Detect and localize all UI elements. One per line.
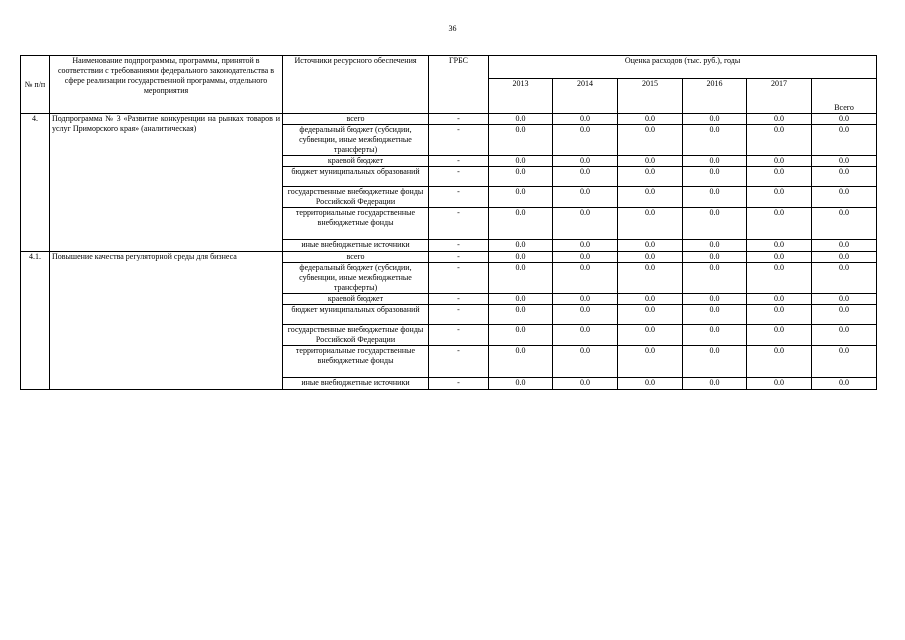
grbs-value: -: [429, 167, 489, 187]
grbs-value: -: [429, 114, 489, 125]
year-value: 0.0: [683, 263, 747, 294]
header-year: 2016: [683, 79, 747, 114]
year-value: 0.0: [553, 263, 618, 294]
year-value: 0.0: [489, 167, 553, 187]
year-value: 0.0: [683, 125, 747, 156]
total-value: 0.0: [812, 125, 877, 156]
grbs-value: -: [429, 378, 489, 390]
table-row: [21, 252, 877, 263]
funding-source: всего: [283, 252, 429, 263]
year-value: 0.0: [618, 125, 683, 156]
grbs-value: -: [429, 187, 489, 208]
year-value: 0.0: [683, 240, 747, 252]
year-value: 0.0: [683, 156, 747, 167]
year-value: 0.0: [747, 252, 812, 263]
year-value: 0.0: [683, 252, 747, 263]
year-value: 0.0: [618, 325, 683, 346]
year-value: 0.0: [683, 346, 747, 378]
header-source: Источники ресурсного обеспечения: [283, 56, 429, 114]
funding-source: федеральный бюджет (субсидии, субвенции, иные межбюджетные трансферты): [283, 125, 429, 156]
year-value: 0.0: [553, 167, 618, 187]
table-body: [21, 114, 877, 390]
year-value: 0.0: [618, 240, 683, 252]
program-name: Повышение качества регуляторной среды для бизнеса: [50, 252, 283, 390]
budget-table: [20, 55, 877, 390]
grbs-value: -: [429, 125, 489, 156]
year-value: 0.0: [553, 114, 618, 125]
total-value: 0.0: [812, 187, 877, 208]
header-year: 2015: [618, 79, 683, 114]
funding-source: государственные внебюджетные фонды Российской Федерации: [283, 187, 429, 208]
header-estimate: Оценка расходов (тыс. руб.), годы: [489, 56, 877, 79]
year-value: 0.0: [489, 114, 553, 125]
year-value: 0.0: [618, 167, 683, 187]
year-value: 0.0: [553, 294, 618, 305]
total-value: 0.0: [812, 378, 877, 390]
grbs-value: -: [429, 156, 489, 167]
year-value: 0.0: [489, 240, 553, 252]
grbs-value: -: [429, 294, 489, 305]
year-value: 0.0: [489, 187, 553, 208]
header-year: 2017: [747, 79, 812, 114]
year-value: 0.0: [747, 325, 812, 346]
year-value: 0.0: [553, 187, 618, 208]
funding-source: государственные внебюджетные фонды Российской Федерации: [283, 325, 429, 346]
funding-source: иные внебюджетные источники: [283, 240, 429, 252]
header-name: Наименование подпрограммы, программы, принятой в соответствии с требованиями федерального законодательства в сфере реализации государственной программы, отдельного мероприятия: [50, 56, 283, 114]
year-value: 0.0: [747, 208, 812, 240]
year-value: 0.0: [489, 305, 553, 325]
total-value: 0.0: [812, 325, 877, 346]
total-value: 0.0: [812, 167, 877, 187]
grbs-value: -: [429, 305, 489, 325]
year-value: 0.0: [683, 114, 747, 125]
year-value: 0.0: [489, 263, 553, 294]
grbs-value: -: [429, 208, 489, 240]
year-value: 0.0: [553, 156, 618, 167]
year-value: 0.0: [618, 114, 683, 125]
grbs-value: -: [429, 240, 489, 252]
year-value: 0.0: [683, 167, 747, 187]
grbs-value: -: [429, 252, 489, 263]
total-value: 0.0: [812, 294, 877, 305]
year-value: 0.0: [553, 305, 618, 325]
total-value: 0.0: [812, 240, 877, 252]
header-grbs: ГРБС: [429, 56, 489, 114]
year-value: 0.0: [747, 305, 812, 325]
year-value: 0.0: [489, 378, 553, 390]
year-value: 0.0: [747, 263, 812, 294]
year-value: 0.0: [553, 325, 618, 346]
header-year: 2013: [489, 79, 553, 114]
total-value: 0.0: [812, 346, 877, 378]
row-number: 4.1.: [21, 252, 50, 390]
year-value: 0.0: [683, 294, 747, 305]
year-value: 0.0: [489, 346, 553, 378]
year-value: 0.0: [489, 156, 553, 167]
year-value: 0.0: [747, 187, 812, 208]
program-name: Подпрограмма № 3 «Развитие конкуренции на рынках товаров и услуг Приморского края» (аналитическая): [50, 114, 283, 252]
year-value: 0.0: [747, 114, 812, 125]
funding-source: краевой бюджет: [283, 294, 429, 305]
total-value: 0.0: [812, 208, 877, 240]
header-num: № п/п: [21, 56, 50, 114]
total-value: 0.0: [812, 305, 877, 325]
header-row-1: [21, 56, 877, 79]
year-value: 0.0: [553, 346, 618, 378]
year-value: 0.0: [618, 156, 683, 167]
year-value: 0.0: [489, 252, 553, 263]
total-value: 0.0: [812, 252, 877, 263]
year-value: 0.0: [618, 294, 683, 305]
year-value: 0.0: [747, 167, 812, 187]
year-value: 0.0: [747, 378, 812, 390]
funding-source: краевой бюджет: [283, 156, 429, 167]
year-value: 0.0: [683, 208, 747, 240]
year-value: 0.0: [683, 305, 747, 325]
year-value: 0.0: [553, 252, 618, 263]
table-row: [21, 114, 877, 125]
funding-source: всего: [283, 114, 429, 125]
funding-source: территориальные государственные внебюджетные фонды: [283, 208, 429, 240]
page-number: 36: [448, 24, 457, 33]
year-value: 0.0: [683, 378, 747, 390]
year-value: 0.0: [747, 240, 812, 252]
funding-source: территориальные государственные внебюджетные фонды: [283, 346, 429, 378]
year-value: 0.0: [553, 378, 618, 390]
year-value: 0.0: [683, 325, 747, 346]
year-value: 0.0: [489, 325, 553, 346]
year-value: 0.0: [489, 294, 553, 305]
year-value: 0.0: [747, 156, 812, 167]
year-value: 0.0: [683, 187, 747, 208]
year-value: 0.0: [618, 252, 683, 263]
funding-source: федеральный бюджет (субсидии, субвенции, иные межбюджетные трансферты): [283, 263, 429, 294]
year-value: 0.0: [618, 378, 683, 390]
funding-source: бюджет муниципальных образований: [283, 305, 429, 325]
year-value: 0.0: [747, 294, 812, 305]
grbs-value: -: [429, 325, 489, 346]
year-value: 0.0: [618, 346, 683, 378]
year-value: 0.0: [618, 305, 683, 325]
year-value: 0.0: [553, 240, 618, 252]
year-value: 0.0: [618, 263, 683, 294]
grbs-value: -: [429, 346, 489, 378]
year-value: 0.0: [553, 208, 618, 240]
row-number: 4.: [21, 114, 50, 252]
year-value: 0.0: [489, 208, 553, 240]
year-value: 0.0: [747, 125, 812, 156]
funding-source: иные внебюджетные источники: [283, 378, 429, 390]
year-value: 0.0: [618, 187, 683, 208]
year-value: 0.0: [489, 125, 553, 156]
year-value: 0.0: [618, 208, 683, 240]
funding-source: бюджет муниципальных образований: [283, 167, 429, 187]
header-total: Всего: [812, 79, 877, 114]
total-value: 0.0: [812, 114, 877, 125]
year-value: 0.0: [553, 125, 618, 156]
year-value: 0.0: [747, 346, 812, 378]
grbs-value: -: [429, 263, 489, 294]
header-year: 2014: [553, 79, 618, 114]
total-value: 0.0: [812, 263, 877, 294]
total-value: 0.0: [812, 156, 877, 167]
